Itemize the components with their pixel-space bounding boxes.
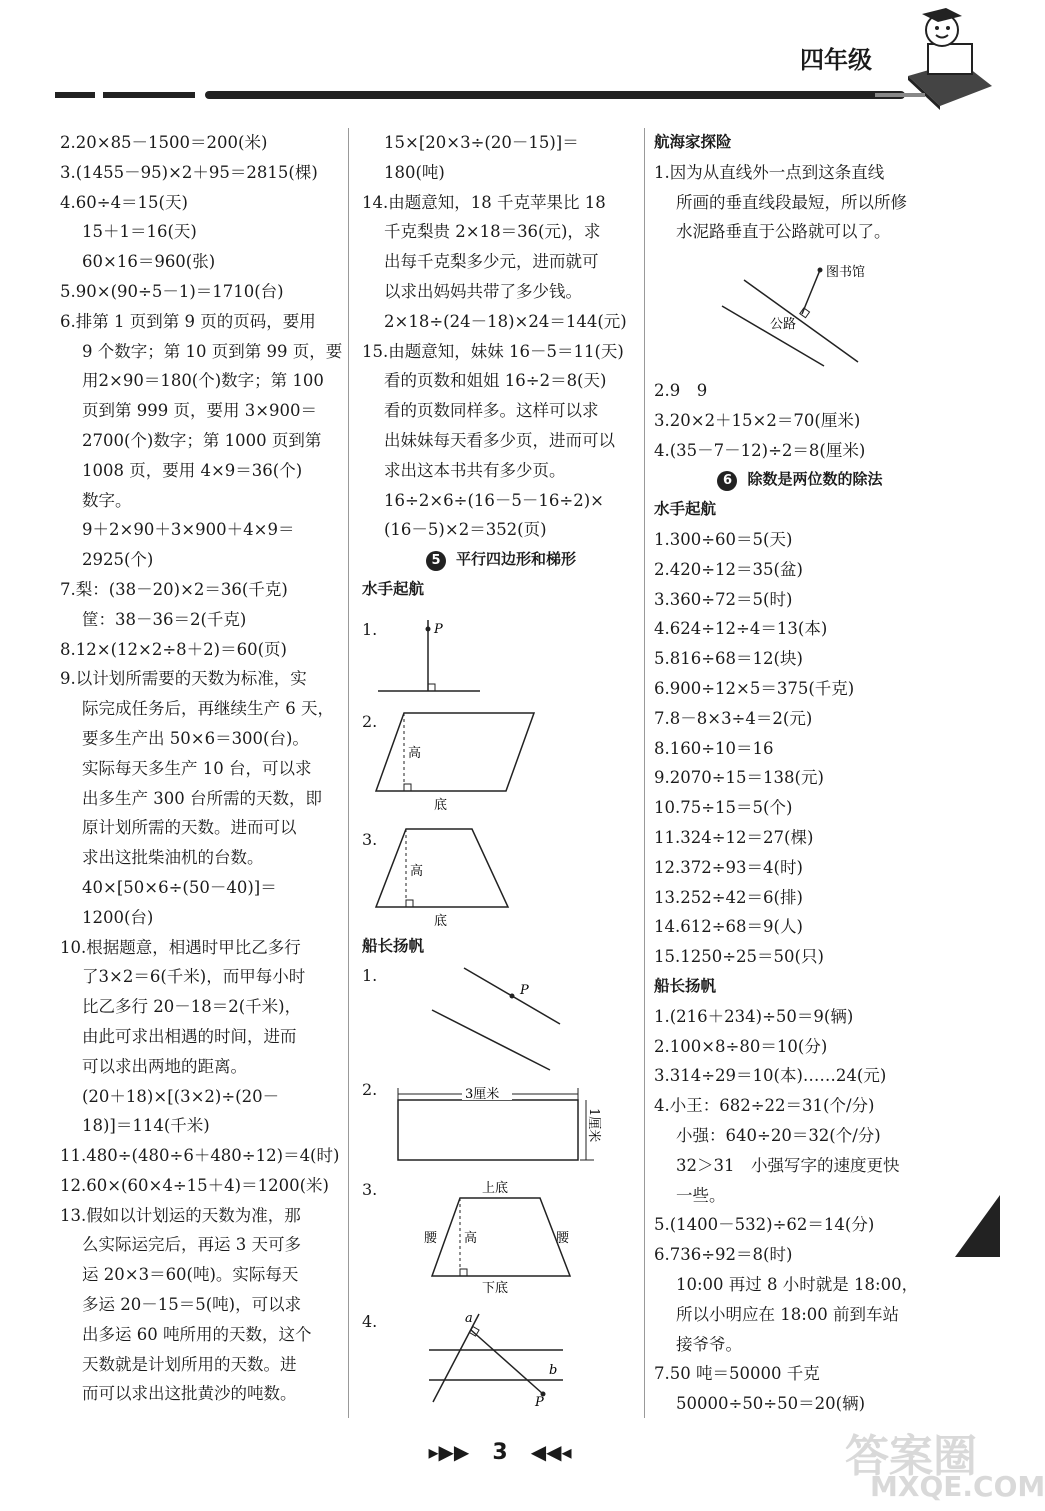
answer-line: 筐：38－36＝2(千克) xyxy=(82,609,247,629)
subheading-captain: 船长扬帆 xyxy=(362,937,425,955)
answer-line: 以求出妈妈共带了多少钱。 xyxy=(384,281,582,301)
answer-line: 多运 20－15＝5(吨)，可以求 xyxy=(82,1295,302,1315)
answer-line: 出多生产 300 台所需的天数，即 xyxy=(82,788,322,808)
answer-line: 2.420÷12＝35(盆) xyxy=(654,559,803,579)
label-P: P xyxy=(520,983,529,998)
grade-label: 四年级 xyxy=(800,46,872,74)
answer-line: 6.900÷12×5＝375(千克) xyxy=(654,678,855,698)
fig-num-2: 2. xyxy=(362,1080,378,1099)
answer-line: 运 20×3＝60(吨)。实际每天 xyxy=(82,1265,299,1285)
figure-perpendicular: 1. xyxy=(362,620,378,639)
answer-column-3 xyxy=(654,128,946,247)
label-1cm: 1厘米 xyxy=(586,1108,601,1143)
answer-line: 32＞31 小强写字的速度更快 xyxy=(676,1155,900,1175)
subheading-sailor: 水手起航 xyxy=(654,500,717,519)
answer-line: 原计划所需的天数。进而可以 xyxy=(82,818,297,838)
answer-line: 出多运 60 吨所用的天数，这个 xyxy=(82,1324,312,1344)
answer-line: 9.2070÷15＝138(元) xyxy=(654,768,824,788)
subheading-navigator: 航海家探险 xyxy=(654,133,732,151)
answer-line: 2.100×8÷80＝10(分) xyxy=(654,1036,828,1056)
answer-line: 所画的垂直线段最短，所以所修 xyxy=(676,192,907,212)
label-leg-right: 腰 xyxy=(556,1231,570,1246)
answer-line: 13.252÷42＝6(排) xyxy=(654,887,803,907)
answer-line: 求出这本书共有多少页。 xyxy=(384,460,566,480)
subheading-sailor: 水手起航 xyxy=(362,579,425,598)
answer-line: 1.(216＋234)÷50＝9(辆) xyxy=(654,1006,854,1026)
answer-line: 1008 页，要用 4×9＝36(个) xyxy=(82,460,303,480)
answer-line: 1.300÷60＝5(天) xyxy=(654,529,793,549)
answer-line: 2.20×85－1500＝200(米) xyxy=(60,133,268,152)
label-leg-left: 腰 xyxy=(424,1231,438,1246)
answer-line: 5.816÷68＝12(块) xyxy=(654,649,803,669)
label-top-base: 上底 xyxy=(482,1181,509,1196)
answer-line: 12.60×(60×4÷15＋4)＝1200(米) xyxy=(60,1175,329,1195)
answer-line: 5.(1400－532)÷62＝14(分) xyxy=(654,1215,875,1235)
fig-num-3: 3. xyxy=(362,830,378,849)
answer-line: 了3×2＝6(千米)，而甲每小时 xyxy=(82,967,306,987)
answer-line: 2925(个) xyxy=(82,550,154,570)
answer-line: 14.由题意知，18 千克苹果比 18 xyxy=(362,192,606,212)
label-height: 高 xyxy=(410,864,424,879)
column-divider xyxy=(348,128,349,1418)
answer-line: 7.8－8×3÷4＝2(元) xyxy=(654,708,813,728)
page-edge-tab xyxy=(955,1195,1000,1257)
answer-line: 15.1250÷25＝50(只) xyxy=(654,947,824,967)
answer-line: 6.736÷92＝8(时) xyxy=(654,1245,793,1265)
fig-num-2: 2. xyxy=(362,712,378,731)
answer-column-3-mid xyxy=(654,376,946,1419)
back-arrows-icon: ◀◀◂ xyxy=(530,1440,572,1464)
answer-line: 16÷2×6÷(16－5－16÷2)× xyxy=(384,490,604,510)
answer-line: 用2×90＝180(个)数字；第 100 xyxy=(82,371,324,391)
subheading-captain: 船长扬帆 xyxy=(654,976,717,995)
answer-line: 数字。 xyxy=(82,490,132,510)
answer-line: 12.372÷93＝4(时) xyxy=(654,857,803,877)
fig-num-1: 1. xyxy=(362,966,378,985)
answer-line: 而可以求出这批黄沙的吨数。 xyxy=(82,1384,297,1404)
answer-line: 2700(个)数字；第 1000 页到第 xyxy=(82,430,322,450)
answer-line: 6.排第 1 页到第 9 页的页码，要用 xyxy=(60,311,316,331)
answer-line: 2.9 9 xyxy=(654,381,708,400)
answer-line: 所以小明应在 18:00 前到车站 xyxy=(676,1304,900,1324)
answer-line: 9.以计划所需要的天数为标准，实 xyxy=(60,669,307,689)
parallelogram-figure xyxy=(372,705,542,815)
label-base: 底 xyxy=(434,798,448,813)
trapezoid-figure xyxy=(372,825,522,935)
answer-line: 10.75÷15＝5(个) xyxy=(654,798,793,818)
answer-line: 际完成任务后，再继续生产 6 天， xyxy=(82,699,334,719)
watermark-url: MXQE.COM xyxy=(870,1470,1045,1503)
label-base: 底 xyxy=(434,914,448,929)
answer-line: 15＋1＝16(天) xyxy=(82,222,197,242)
label-library: 图书馆 xyxy=(826,265,866,280)
answer-line: 1.因为从直线外一点到这条直线 xyxy=(654,162,885,182)
forward-arrows-icon: ▸▶▶ xyxy=(428,1440,470,1464)
answer-line: 18)]＝114(千米) xyxy=(82,1116,210,1136)
label-road: 公路 xyxy=(770,317,797,332)
answer-line: 4.(35－7－12)÷2＝8(厘米) xyxy=(654,440,866,460)
answer-line: (16－5)×2＝352(页) xyxy=(384,520,547,540)
perpendicular-figure xyxy=(370,615,490,700)
answer-line: 10:00 再过 8 小时就是 18:00， xyxy=(676,1274,919,1294)
answer-line: 11.324÷12＝27(棵) xyxy=(654,827,814,847)
answer-line: 实际每天多生产 10 台，可以求 xyxy=(82,758,312,778)
answer-line: 4.60÷4＝15(天) xyxy=(60,192,188,212)
answer-line: 小强：640÷20＝32(个/分) xyxy=(676,1125,881,1145)
answer-line: (20＋18)×[(3×2)÷(20－ xyxy=(82,1086,280,1106)
answer-line: 要多生产出 50×6＝300(台)。 xyxy=(82,728,309,748)
label-b: b xyxy=(549,1363,558,1378)
label-height: 高 xyxy=(408,746,422,761)
answer-column-2 xyxy=(362,128,640,605)
label-P: P xyxy=(535,1395,544,1410)
answer-line: 2×18÷(24－18)×24＝144(元) xyxy=(384,311,627,331)
answer-line: 页到第 999 页，要用 3×900＝ xyxy=(82,401,318,421)
page-number: 3 xyxy=(492,1440,508,1465)
answer-line: 水泥路垂直于公路就可以了。 xyxy=(676,222,891,242)
answer-line: 看的页数同样多。这样可以求 xyxy=(384,401,599,421)
section-heading-5: 5 平行四边形和梯形 xyxy=(362,545,640,575)
answer-line: 3.360÷72＝5(时) xyxy=(654,589,793,609)
label-a: a xyxy=(465,1311,473,1326)
answer-line: 40×[50×6÷(50－40)]＝ xyxy=(82,877,277,897)
section-heading-6: 6 除数是两位数的除法 xyxy=(654,465,946,495)
answer-line: 5.90×(90÷5－1)＝1710(台) xyxy=(60,281,284,301)
parallel-lines-figure xyxy=(380,962,580,1072)
answer-line: 8.12×(12×2÷8＋2)＝60(页) xyxy=(60,639,287,659)
answer-line: 7.50 吨＝50000 千克 xyxy=(654,1364,820,1384)
answer-line: 出妹妹每天看多少页，进而可以 xyxy=(384,430,615,450)
library-road-figure xyxy=(720,258,920,368)
answer-line: 3.20×2＋15×2＝70(厘米) xyxy=(654,410,861,430)
answer-line: 11.480÷(480÷6＋480÷12)＝4(时) xyxy=(60,1146,340,1166)
answer-line: 15×[20×3÷(20－15)]＝ xyxy=(384,133,579,152)
answer-line: 出每千克梨多少元，进而就可 xyxy=(384,252,599,272)
watermark-logo: 答案圈 xyxy=(845,1431,977,1482)
rectangle-figure xyxy=(390,1078,605,1170)
answer-line: 天数就是计划所用的天数。进 xyxy=(82,1354,297,1374)
fig-num-4: 4. xyxy=(362,1312,378,1331)
labeled-trapezoid-figure xyxy=(420,1176,585,1296)
answer-line: 比乙多行 20－18＝2(千米)， xyxy=(82,997,302,1017)
answer-line: 50000÷50÷50＝20(辆) xyxy=(676,1394,866,1414)
answer-line: 1200(台) xyxy=(82,907,154,927)
answer-line: 千克梨贵 2×18＝36(元)，求 xyxy=(384,222,601,242)
parallel-perpendicular-figure xyxy=(425,1308,575,1408)
answer-line: 180(吨) xyxy=(384,162,445,182)
column-divider xyxy=(644,128,645,1418)
answer-line: 15.由题意知，妹妹 16－5＝11(天) xyxy=(362,341,624,361)
answer-line: 13.假如以计划运的天数为准，那 xyxy=(60,1205,301,1225)
answer-line: 看的页数和姐姐 16÷2＝8(天) xyxy=(384,371,607,391)
answer-line: 一些。 xyxy=(676,1185,726,1205)
answer-line: 4.小王：682÷22＝31(个/分) xyxy=(654,1096,875,1116)
label-P: P xyxy=(434,622,443,637)
answer-column-1 xyxy=(60,128,342,1409)
answer-line: 3.314÷29＝10(本)……24(元) xyxy=(654,1066,887,1086)
answer-line: 9＋2×90＋3×900＋4×9＝ xyxy=(82,520,295,540)
answer-line: 求出这批柴油机的台数。 xyxy=(82,848,264,868)
answer-line: 10.根据题意，相遇时甲比乙多行 xyxy=(60,937,301,957)
answer-line: 么实际运完后，再运 3 天可多 xyxy=(82,1235,301,1255)
answer-line: 9 个数字；第 10 页到第 99 页，要 xyxy=(82,341,343,361)
answer-line: 3.(1455－95)×2＋95＝2815(棵) xyxy=(60,162,318,182)
answer-line: 4.624÷12÷4＝13(本) xyxy=(654,619,828,639)
answer-line: 14.612÷68＝9(人) xyxy=(654,917,803,937)
header-rule xyxy=(55,88,925,102)
answer-line: 接爷爷。 xyxy=(676,1334,742,1354)
label-bottom-base: 下底 xyxy=(482,1281,509,1296)
fig-num-3: 3. xyxy=(362,1180,378,1199)
answer-line: 7.梨：(38－20)×2＝36(千克) xyxy=(60,579,288,599)
answer-line: 60×16＝960(张) xyxy=(82,252,216,272)
answer-line: 可以求出两地的距离。 xyxy=(82,1056,247,1076)
label-height: 高 xyxy=(464,1231,478,1246)
label-3cm: 3厘米 xyxy=(465,1087,500,1102)
answer-line: 8.160÷10＝16 xyxy=(654,738,774,758)
answer-line: 由此可求出相遇的时间，进而 xyxy=(82,1026,297,1046)
